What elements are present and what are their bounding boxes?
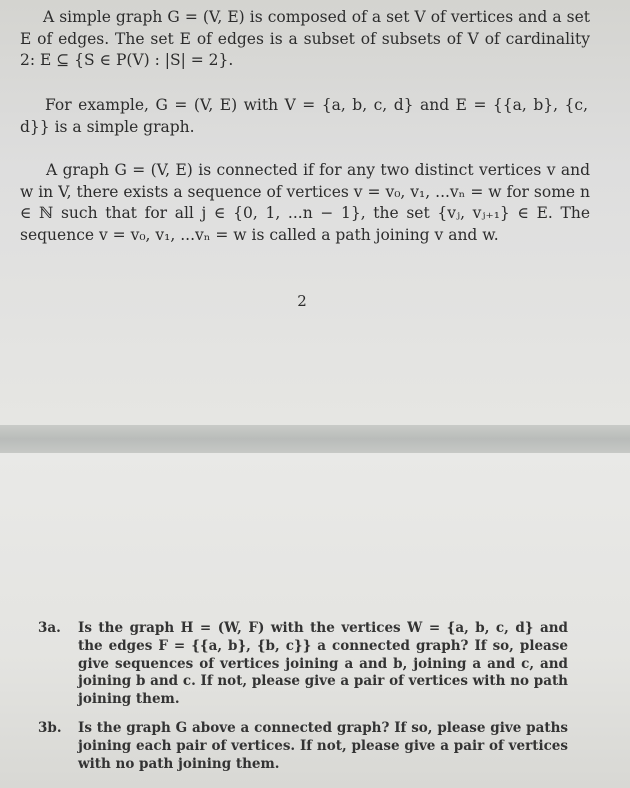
example-simple-graph: For example, G = (V, E) with V = {a, b, c, d} and E = {{a, b}, {c, d}} is a simple graph. xyxy=(20,96,588,136)
question-3a-label: 3a. xyxy=(38,620,61,636)
definition-connected-graph: A graph G = (V, E) is connected if for any two distinct vertices v and w in V, there exists a sequence of vertices v = v₀, v₁, ...vₙ = w for some n ∈ ℕ such that for all j ∈ {0, 1, ...n − 1}, the set {vⱼ, vⱼ₊₁} ∈ E. The sequence v = v₀, v₁, ...vₙ = w is called a path joining v and w. xyxy=(20,161,590,244)
question-3b-label: 3b. xyxy=(38,720,62,736)
definition-simple-graph: A simple graph G = (V, E) is composed of a set V of vertices and a set E of edges. The set E of edges is a subset of subsets of V of cardinality 2: E ⊆ {S ∈ P(V) : |S| = 2}. xyxy=(20,8,590,69)
question-3a-text: Is the graph H = (W, F) with the vertices W = {a, b, c, d} and the edges F = {{a, b}, {b, c}} a connected graph? If so, please give sequences of vertices joining a and b, joining a and c, and joining b and c. If not, please give a pair of vertices with no path joining them. xyxy=(78,620,568,708)
page-separator xyxy=(0,425,630,453)
question-3a xyxy=(38,620,568,709)
question-3b-text: Is the graph G above a connected graph? If so, please give paths joining each pair of vertices. If not, please give a pair of vertices with no path joining them. xyxy=(78,720,568,772)
question-3b xyxy=(38,720,568,773)
page-number: 2 xyxy=(297,292,307,310)
